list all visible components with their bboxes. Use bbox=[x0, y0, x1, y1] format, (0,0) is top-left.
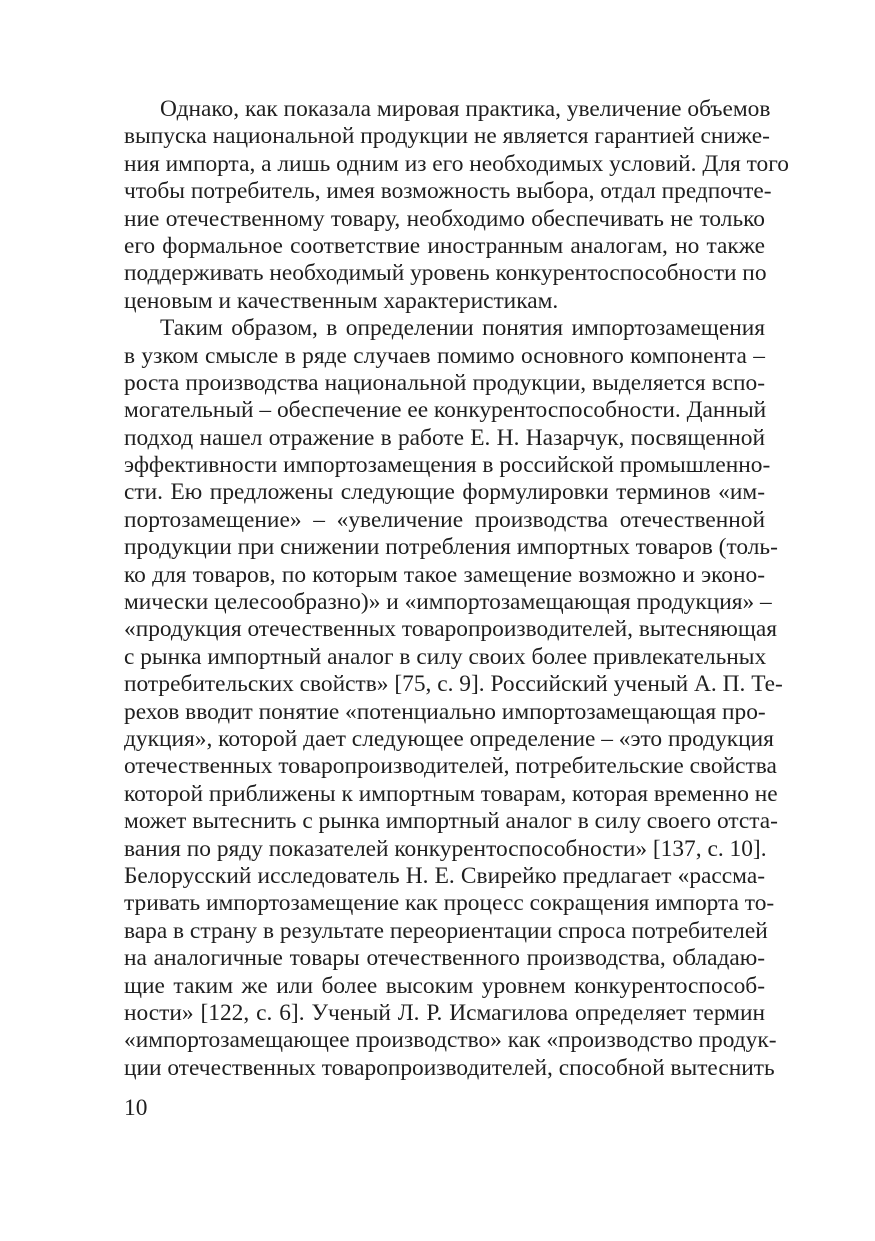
text-line: мически целесообразно)» и «импортозамещающая продукция» – bbox=[124, 589, 772, 616]
text-line: рехов вводит понятие «потенциально импортозамещающая про- bbox=[124, 698, 766, 725]
text-line: «продукция отечественных товаропроизводителей, вытесняющая bbox=[124, 616, 778, 643]
text-line: с рынка импортный аналог в силу своих более привлекательных bbox=[124, 643, 767, 670]
text-line: вара в страну в результате переориентации спроса потребителей bbox=[124, 917, 768, 944]
text-line: которой приближены к импортным товарам, которая временно не bbox=[124, 780, 778, 807]
text-line: дукция», которой дает следующее определение – «это продукция bbox=[124, 725, 774, 752]
text-line: на аналогичные товары отечественного производства, обладаю- bbox=[124, 945, 765, 972]
text-line: Однако, как показала мировая практика, увеличение объемов bbox=[160, 96, 771, 122]
text-line: ние отечественному товару, необходимо обеспечивать не только bbox=[124, 205, 765, 232]
text-line: тривать импортозамещение как процесс сокращения импорта то- bbox=[124, 890, 775, 917]
text-line: потребительских свойств» [75, с. 9]. Российский ученый А. П. Те- bbox=[124, 671, 783, 698]
text-line: Белорусский исследователь Н. Е. Свирейко предлагает «рассма- bbox=[124, 862, 765, 889]
text-line: чтобы потребитель, имея возможность выбора, отдал предпочте- bbox=[124, 178, 772, 205]
page-number: 10 bbox=[124, 1095, 148, 1121]
text-line: портозамещение» – «увеличение производства отечественной bbox=[124, 506, 765, 533]
text-line: подход нашел отражение в работе Е. Н. Назарчук, посвященной bbox=[124, 424, 765, 451]
text-line: ности» [122, с. 6]. Ученый Л. Р. Исмагилова определяет термин bbox=[124, 999, 765, 1026]
text-line: эффективности импортозамещения в российской промышленно- bbox=[124, 452, 771, 479]
text-line: ко для товаров, по которым такое замещение возможно и эконо- bbox=[124, 561, 765, 588]
text-line: отечественных товаропроизводителей, потребительские свойства bbox=[124, 753, 777, 780]
text-line: поддерживать необходимый уровень конкурентоспособности по bbox=[124, 260, 767, 287]
text-line: в узком смысле в ряде случаев помимо основного компонента – bbox=[124, 342, 765, 369]
text-line: ции отечественных товаропроизводителей, способной вытеснить bbox=[124, 1054, 775, 1081]
text-line: Таким образом, в определении понятия импортозамещения bbox=[160, 315, 765, 342]
text-line: щие таким же или более высоким уровнем конкурентоспособ- bbox=[124, 972, 765, 999]
text-line: ценовым и качественным характеристикам. bbox=[124, 287, 559, 314]
text-line: вания по ряду показателей конкурентоспособности» [137, с. 10]. bbox=[124, 835, 767, 862]
body-text bbox=[124, 96, 789, 1082]
text-line: «импортозамещающее производство» как «производство продук- bbox=[124, 1027, 777, 1054]
text-line: сти. Ею предложены следующие формулировки терминов «им- bbox=[124, 479, 765, 506]
text-line: его формальное соответствие иностранным аналогам, но также bbox=[124, 232, 765, 259]
text-line: продукции при снижении потребления импортных товаров (толь- bbox=[124, 534, 778, 561]
text-line: может вытеснить с рынка импортный аналог в силу своего отста- bbox=[124, 808, 778, 835]
text-line: выпуска национальной продукции не является гарантией сниже- bbox=[124, 123, 770, 150]
text-line: могательный – обеспечение ее конкурентоспособности. Данный bbox=[124, 397, 767, 424]
text-line: ния импорта, а лишь одним из его необходимых условий. Для того bbox=[124, 150, 789, 177]
text-line: роста производства национальной продукции, выделяется вспо- bbox=[124, 369, 765, 396]
